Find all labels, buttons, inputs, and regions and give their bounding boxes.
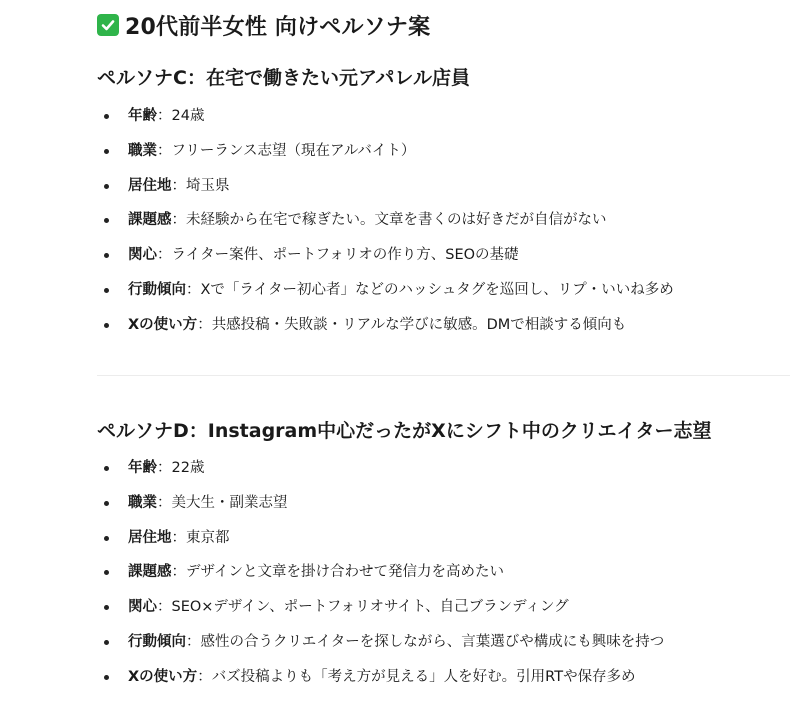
list-item [104, 667, 664, 702]
attribute-label: 課題感 [128, 212, 172, 229]
attribute-value: 22歳 [171, 460, 205, 476]
list-item [104, 632, 664, 667]
attribute-label: Xの使い方 [128, 316, 198, 333]
attribute-label: 課題感 [128, 564, 172, 581]
attribute-separator: ： [171, 564, 186, 581]
bullet-icon [104, 288, 109, 293]
list-item [104, 493, 664, 528]
attribute-label: 関心 [128, 599, 157, 616]
attribute-label: 居住地 [128, 177, 172, 194]
attribute-label: 年齢 [128, 108, 157, 124]
attribute-value: SEO×デザイン、ポートフォリオサイト、自己ブランディング [171, 599, 569, 616]
attribute-separator: ： [157, 247, 172, 264]
persona-title: ペルソナD：Instagram中心だったがXにシフト中のクリエイター志望 [97, 420, 712, 442]
attribute-value: バズ投稿よりも「考え方が見える」人を好む。引用RTや保存多め [211, 668, 636, 685]
bullet-icon [104, 640, 109, 645]
attribute-label: Xの使い方 [128, 668, 198, 685]
list-item [104, 245, 674, 280]
bullet-icon [104, 184, 109, 189]
bullet-icon [104, 501, 109, 506]
persona-title: ペルソナC：在宅で働きたい元アパレル店員 [97, 67, 470, 89]
check-mark-glyph [100, 17, 116, 33]
bullet-icon [104, 149, 109, 154]
list-item [104, 597, 664, 632]
attribute-label: 関心 [128, 247, 157, 264]
list-item [104, 315, 674, 350]
attribute-label: 職業 [128, 494, 157, 511]
attribute-value: 感性の合うクリエイターを探しながら、言葉選びや構成にも興味を持つ [200, 633, 665, 650]
bullet-icon [104, 675, 109, 680]
attribute-value: Xで「ライター初心者」などのハッシュタグを巡回し、リプ・いいね多め [200, 281, 674, 298]
attribute-value: フリーランス志望（現在アルバイト） [171, 142, 416, 159]
list-item [104, 458, 664, 493]
attribute-separator: ： [157, 599, 172, 616]
list-item [104, 280, 674, 315]
attribute-value: 24歳 [171, 108, 205, 124]
attribute-label: 職業 [128, 142, 157, 159]
attribute-value: 東京都 [186, 529, 230, 546]
bullet-icon [104, 253, 109, 258]
page-heading-text: 20代前半女性 向けペルソナ案 [125, 14, 431, 40]
attribute-value: デザインと文章を掛け合わせて発信力を高めたい [186, 564, 504, 581]
list-item [104, 528, 664, 563]
bullet-icon [104, 536, 109, 541]
attribute-value: 埼玉県 [186, 177, 230, 194]
attribute-separator: ： [171, 177, 186, 194]
attribute-separator: ： [157, 142, 172, 159]
section-divider [97, 375, 790, 376]
check-mark-button-icon [97, 14, 119, 36]
attribute-separator: ： [171, 529, 186, 546]
attribute-label: 行動傾向 [128, 281, 186, 298]
attribute-separator: ： [157, 494, 172, 511]
attribute-separator: ： [171, 212, 186, 229]
list-item [104, 210, 674, 245]
bullet-icon [104, 323, 109, 328]
attribute-label: 居住地 [128, 529, 172, 546]
list-item [104, 562, 664, 597]
attribute-separator: ： [186, 281, 201, 298]
attribute-separator: ： [197, 316, 212, 333]
list-item [104, 176, 674, 211]
attribute-label: 年齢 [128, 460, 157, 476]
attribute-label: 行動傾向 [128, 633, 186, 650]
attribute-value: 美大生・副業志望 [171, 494, 288, 511]
bullet-icon [104, 605, 109, 610]
page-heading [97, 9, 430, 41]
list-item [104, 141, 674, 176]
attribute-separator: ： [157, 108, 172, 124]
persona-attribute-list [104, 106, 674, 350]
persona-attribute-list [104, 458, 664, 702]
bullet-icon [104, 570, 109, 575]
attribute-separator: ： [197, 668, 212, 685]
attribute-value: 未経験から在宅で稼ぎたい。文章を書くのは好きだが自信がない [186, 212, 607, 229]
attribute-value: 共感投稿・失敗談・リアルな学びに敏感。DMで相談する傾向も [211, 316, 627, 333]
bullet-icon [104, 114, 109, 119]
attribute-value: ライター案件、ポートフォリオの作り方、SEOの基礎 [171, 247, 519, 264]
list-item [104, 106, 674, 141]
bullet-icon [104, 218, 109, 223]
attribute-separator: ： [157, 460, 172, 476]
attribute-separator: ： [186, 633, 201, 650]
bullet-icon [104, 466, 109, 471]
